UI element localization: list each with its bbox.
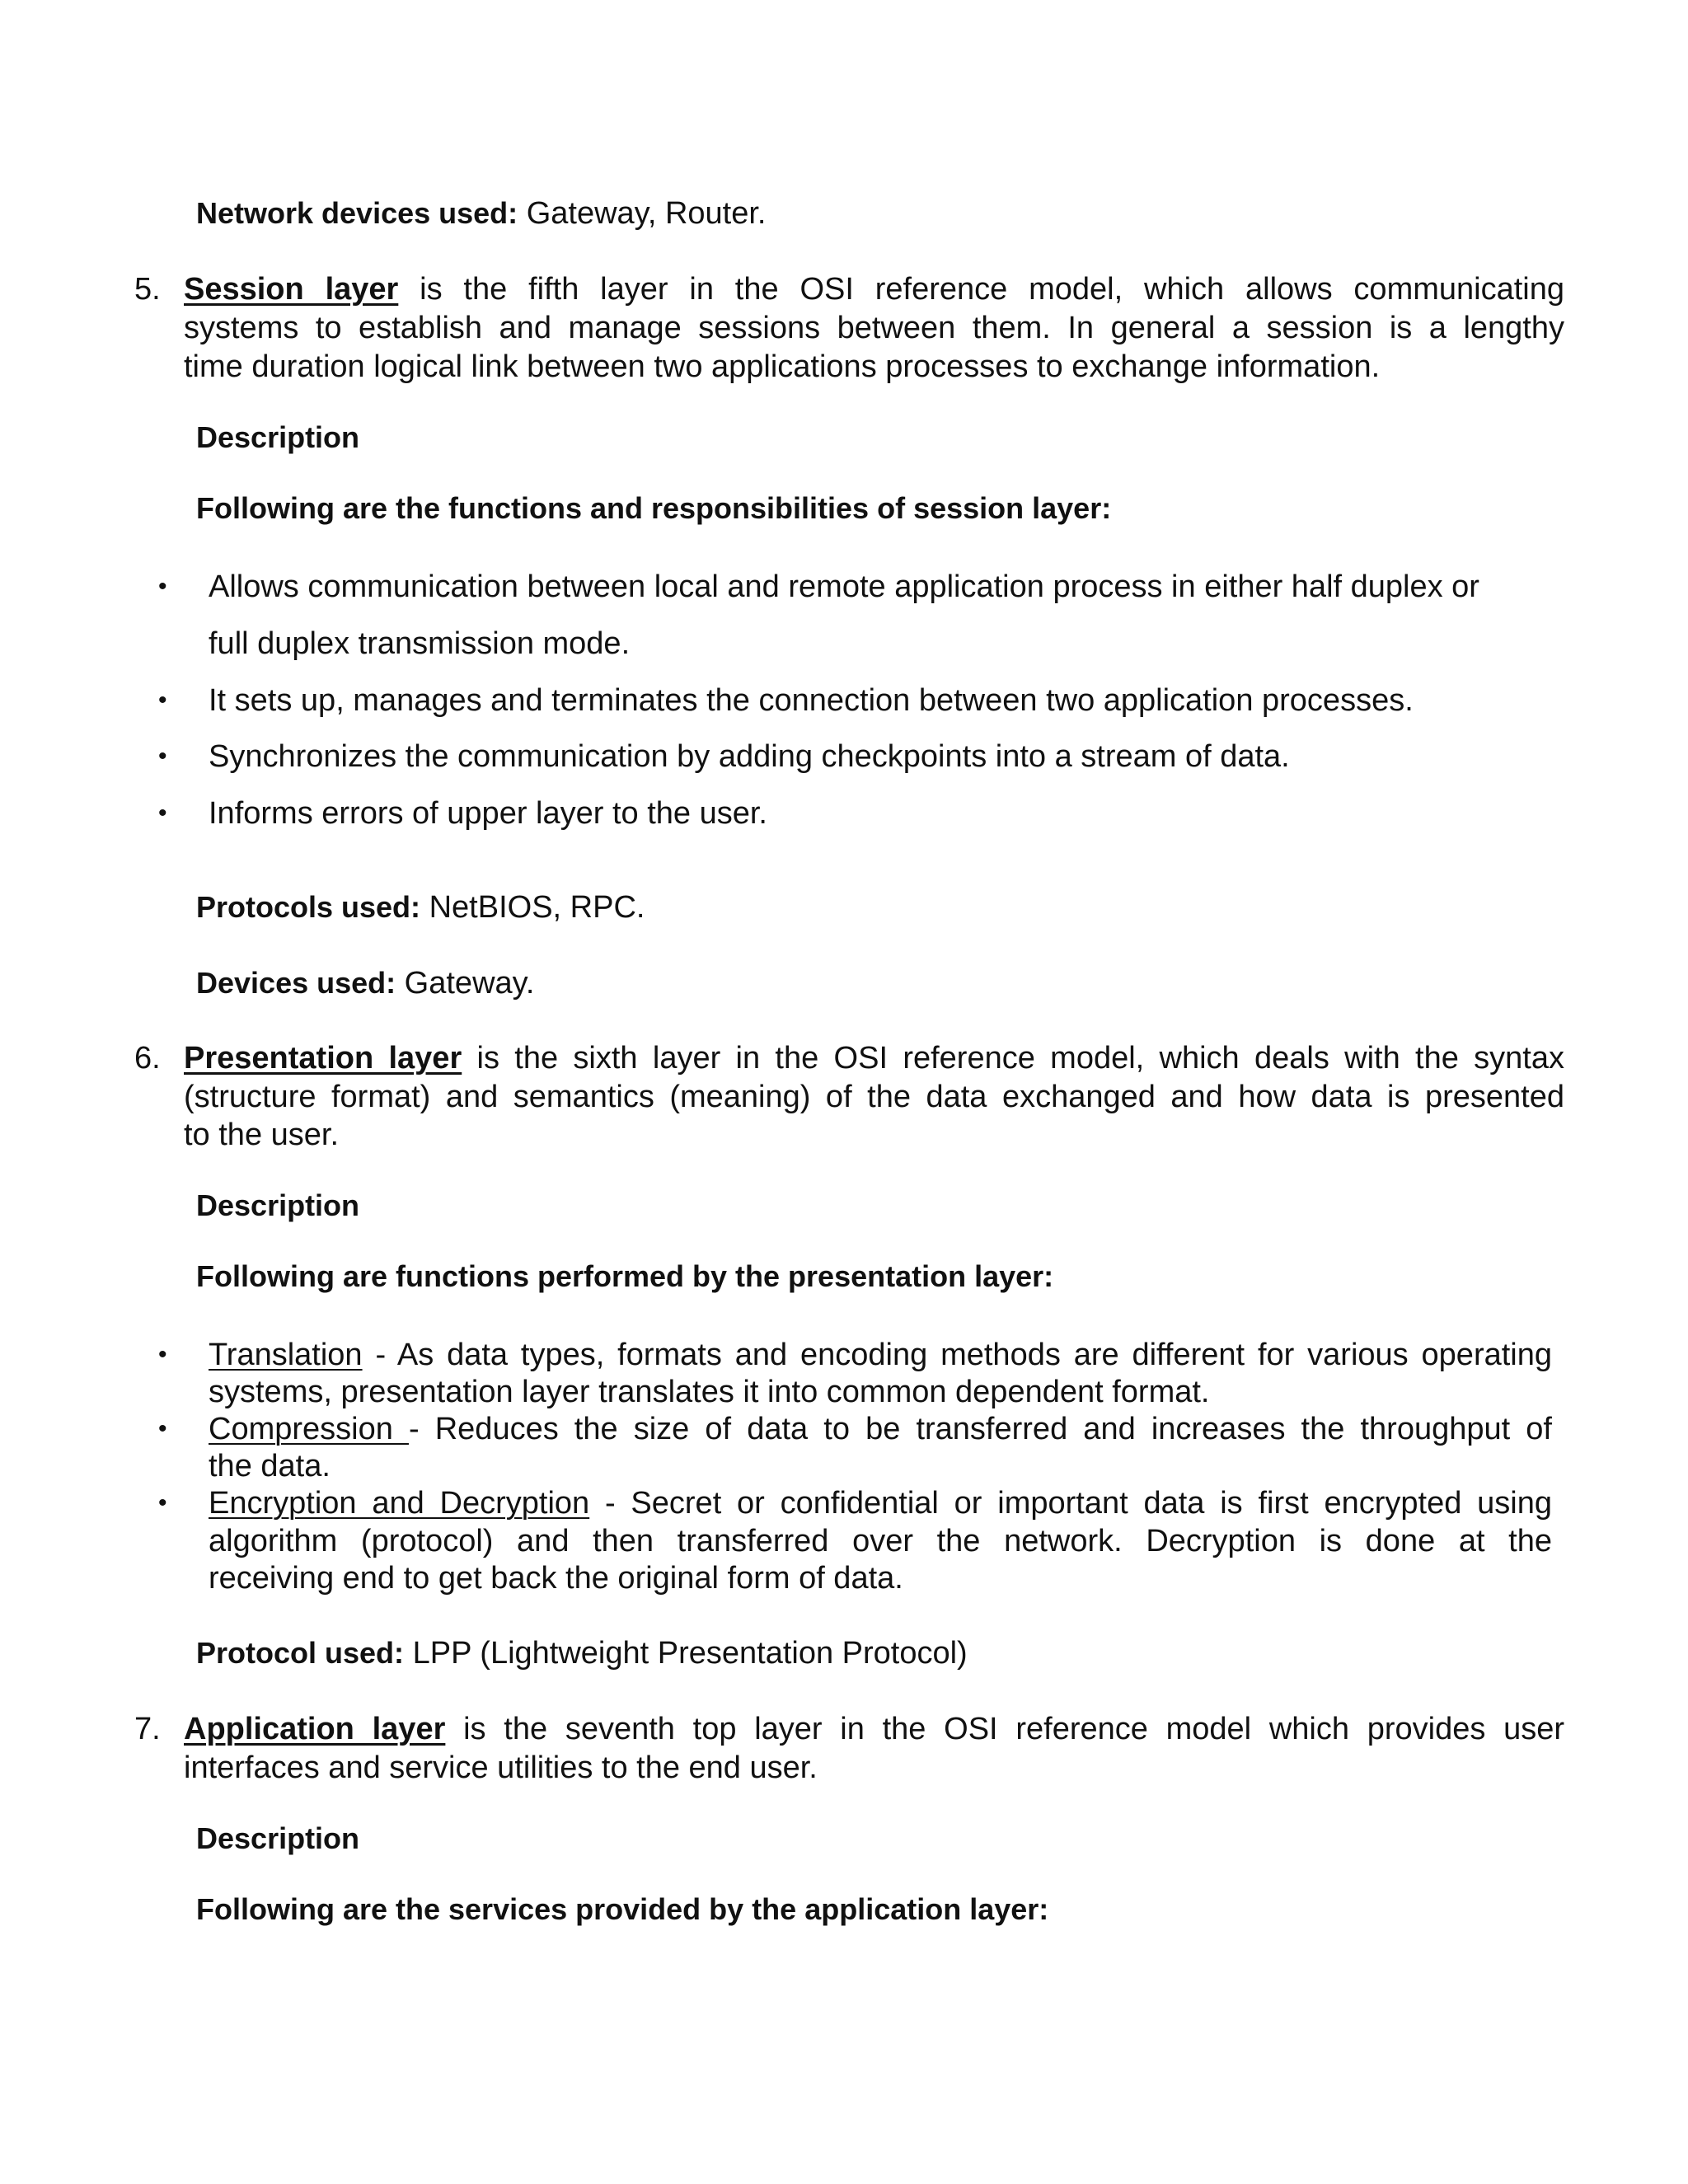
encryption-term: Encryption and Decryption — [209, 1486, 590, 1521]
compression-term: Compression — [209, 1412, 409, 1446]
bullet-glyph: • — [158, 799, 167, 827]
session-layer-title: Session layer — [184, 272, 399, 307]
compression-text-1: - Reduces the size of data to be transferred and increases the throughput of — [408, 1412, 1552, 1446]
presentation-description-heading: Description — [196, 1188, 360, 1222]
presentation-intro-line-3: to the user. — [184, 1118, 340, 1152]
presentation-protocol-label: Protocol used: — [196, 1636, 405, 1670]
presentation-intro-line-2: (structure format) and semantics (meaning) of the data exchanged and how data is presented — [184, 1080, 1564, 1114]
session-bullet-3: Synchronizes the communication by adding checkpoints into a stream of data. — [209, 739, 1290, 774]
session-number: 5. — [134, 272, 161, 307]
encryption-line-2: algorithm (protocol) and then transferred over the network. Decryption is done at the — [209, 1524, 1552, 1558]
application-description-heading: Description — [196, 1821, 360, 1855]
presentation-protocol-value: LPP (Lightweight Presentation Protocol) — [404, 1636, 968, 1671]
translation-line-2: systems, presentation layer translates it into common dependent format. — [209, 1375, 1210, 1409]
translation-term: Translation — [209, 1338, 363, 1372]
bullet-glyph: • — [158, 1415, 167, 1442]
session-devices-label: Devices used: — [196, 966, 396, 1000]
session-protocols-line — [196, 888, 645, 927]
compression-line-2: the data. — [209, 1449, 331, 1483]
session-intro-line-2: systems to establish and manage sessions between them. In general a session is a lengthy — [184, 311, 1564, 345]
presentation-layer-title: Presentation layer — [184, 1041, 462, 1076]
session-protocols-value: NetBIOS, RPC. — [420, 890, 645, 925]
bullet-glyph: • — [158, 1489, 167, 1516]
presentation-functions-heading: Following are functions performed by the presentation layer: — [196, 1259, 1054, 1293]
translation-line-1 — [209, 1335, 1552, 1375]
session-devices-value: Gateway. — [396, 966, 535, 1001]
network-devices-line — [196, 194, 766, 233]
presentation-intro-text-1: is the sixth layer in the OSI reference model, which deals with the syntax — [462, 1041, 1564, 1076]
application-layer-title: Application layer — [184, 1712, 446, 1746]
session-bullet-1-line-1: Allows communication between local and remote application process in either half duplex or — [209, 569, 1479, 604]
application-intro-line-2: interfaces and service utilities to the end user. — [184, 1750, 818, 1785]
bullet-glyph: • — [158, 1341, 167, 1368]
compression-line-1 — [209, 1409, 1552, 1449]
session-bullet-2: It sets up, manages and terminates the connection between two application processes. — [209, 683, 1414, 718]
session-devices-line — [196, 963, 534, 1003]
session-bullet-1-line-2: full duplex transmission mode. — [209, 626, 631, 661]
session-intro-text-1: is the fifth layer in the OSI reference model, which allows communicating — [398, 272, 1564, 307]
bullet-glyph: • — [158, 573, 167, 600]
encryption-line-1 — [209, 1483, 1552, 1523]
application-services-heading: Following are the services provided by the application layer: — [196, 1892, 1049, 1926]
presentation-intro-line-1 — [184, 1038, 1564, 1078]
application-intro-line-1 — [184, 1709, 1564, 1749]
network-devices-label: Network devices used: — [196, 196, 518, 230]
session-intro-line-3: time duration logical link between two applications processes to exchange information. — [184, 349, 1381, 384]
session-description-heading: Description — [196, 420, 360, 454]
application-number: 7. — [134, 1712, 161, 1746]
session-functions-heading: Following are the functions and responsibilities of session layer: — [196, 491, 1112, 525]
session-protocols-label: Protocols used: — [196, 890, 421, 924]
bullet-glyph: • — [158, 687, 167, 714]
presentation-number: 6. — [134, 1041, 161, 1076]
network-devices-value: Gateway, Router. — [518, 196, 767, 231]
encryption-line-3: receiving end to get back the original form of data. — [209, 1561, 903, 1596]
application-intro-text-1: is the seventh top layer in the OSI reference model which provides user — [445, 1712, 1564, 1746]
translation-text-1: - As data types, formats and encoding methods are different for various operating — [362, 1338, 1552, 1372]
session-bullet-4: Informs errors of upper layer to the user. — [209, 796, 767, 831]
session-intro-line-1 — [184, 269, 1564, 309]
encryption-text-1: - Secret or confidential or important data is first encrypted using — [589, 1486, 1552, 1521]
bullet-glyph: • — [158, 743, 167, 770]
presentation-protocol-line — [196, 1633, 968, 1673]
